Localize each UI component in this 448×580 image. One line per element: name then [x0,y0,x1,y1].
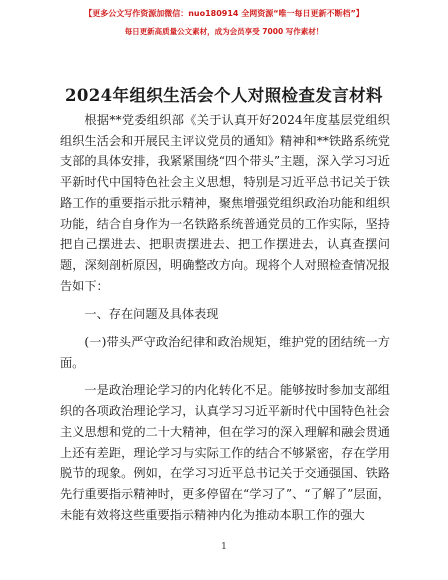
promo-banner-line-2: 每日更新高质量公文素材，成为会员享受 7000 写作素材！ [124,27,324,36]
document-body [60,110,390,525]
document-title: 2024年组织生活会个人对照检查发言材料 [65,86,383,105]
intro-paragraph: 根据**党委组织部《关于认真开好2024年度基层党组织组织生活会和开展民主评议党员的通知》精神和**铁路系统党支部的具体安排，我紧紧围绕“四个带头”主题，深入学习习近平新时代中国特色社会主义思想，特别是习近平总书记关于铁路工作的重要指示批示精神，聚焦增强党组织政治功能和组织功能，结合自身作为一名铁路系统普通党员的工作实际，坚持把自己摆进去、把职责摆进去、把工作摆进去，认真查摆问题，深刻剖析原因，明确整改方向。现将个人对照检查情况报告如下： [60,113,390,293]
body-paragraph: 一是政治理论学习的内化转化不足。能够按时参加支部组织的各项政治理论学习，认真学习习近平新时代中国特色社会主义思想和党的二十大精神，但在学习的深入理解和融会贯通上还有差距，理论学习与实际工作的结合不够紧密，存在学用脱节的现象。例如，在学习习近平总书记关于交通强国、铁路先行重要指示精神时，更多停留在“学习了”、“了解了”层面，未能有效将这些重要指示精神内化为推动本职工作的强大 [60,383,390,522]
section-heading: 一、存在问题及具体表现 [84,307,219,322]
promo-banner [0,8,448,38]
promo-banner-line-1: 【更多公文写作资源加微信：nuo180914 全网资源“唯一每日更新不断档”】 [84,9,364,18]
page-number: 1 [221,542,227,552]
subsection-heading: (一)带头严守政治纪律和政治规矩，维护党的团结统一方面。 [60,335,390,370]
